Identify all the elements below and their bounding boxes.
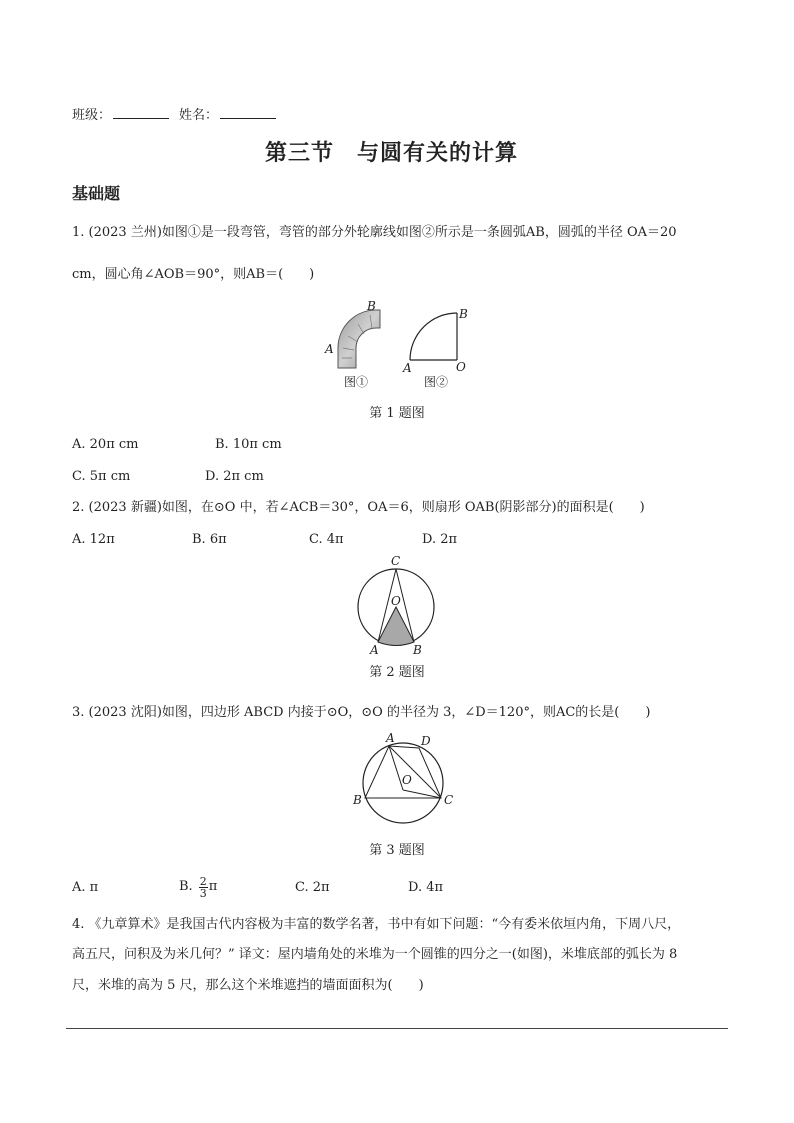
- q3-option-a: A. π: [72, 880, 99, 895]
- q1-option-d: D. 2π cm: [205, 469, 264, 484]
- q1-caption: 第 1 题图: [369, 406, 425, 421]
- q3-option-b: [179, 872, 217, 902]
- q4-text-line3: 尺，米堆的高为 5 尺，那么这个米堆遮挡的墙面面积为( ): [72, 978, 424, 993]
- q1-label-B1: B: [367, 299, 376, 313]
- q2-option-b: B. 6π: [192, 532, 227, 547]
- q1-option-c: C. 5π cm: [72, 469, 131, 484]
- q3-text: 3. (2023 沈阳)如图，四边形 ABCD 内接于⊙O，⊙O 的半径为 3，∠D＝120°，则AC的长是( ): [72, 705, 651, 720]
- q2-caption: 第 2 题图: [369, 665, 425, 680]
- q3-label-O: O: [402, 773, 412, 787]
- q3-option-b-prefix: B.: [179, 879, 193, 894]
- q1-text-line1: 1. (2023 兰州)如图①是一段弯管，弯管的部分外轮廓线如图②所示是一条圆弧AB，圆弧的半径 OA＝20: [72, 225, 677, 240]
- q1-label-A1: A: [325, 342, 334, 356]
- q2-option-c: C. 4π: [309, 532, 344, 547]
- class-blank[interactable]: [113, 106, 169, 119]
- segment-OC: [403, 790, 441, 798]
- arc-AB: [410, 313, 457, 360]
- name-label: 姓名：: [179, 108, 219, 123]
- fraction-numerator: 2: [199, 874, 207, 888]
- q1-label-B2: B: [459, 307, 468, 321]
- q2-figure: [350, 550, 442, 660]
- q2-label-A: A: [370, 643, 379, 657]
- fraction-denominator: 3: [199, 886, 207, 900]
- q3-label-C: C: [444, 793, 454, 807]
- name-blank[interactable]: [220, 106, 276, 119]
- q3-option-d: D. 4π: [408, 880, 444, 895]
- q2-label-O: O: [391, 594, 401, 608]
- q3-caption: 第 3 题图: [369, 843, 425, 858]
- q1-figure: [320, 298, 480, 394]
- q3-option-c: C. 2π: [295, 880, 330, 895]
- pipe-elbow-image: [338, 310, 380, 368]
- q3-option-b-suffix: π: [208, 879, 218, 894]
- q2-label-B: B: [413, 643, 422, 657]
- header-line: [72, 106, 286, 124]
- q3-figure: [348, 728, 458, 832]
- q1-fig-sub1: 图①: [344, 375, 369, 389]
- page-title: 第三节 与圆有关的计算: [265, 141, 519, 166]
- q4-text-line2: 高五尺，问积及为米几何？” 译文：屋内墙角处的米堆为一个圆锥的四分之一(如图)，米堆底部的弧长为 8: [72, 947, 678, 962]
- q1-text-line2: cm，圆心角∠AOB＝90°，则AB＝( ): [72, 267, 315, 282]
- q2-text: 2. (2023 新疆)如图，在⊙O 中，若∠ACB＝30°，OA＝6，则扇形 OAB(阴影部分)的面积是( ): [72, 500, 645, 515]
- q3-option-b-fraction: [199, 876, 208, 899]
- q2-option-a: A. 12π: [72, 532, 115, 547]
- page-footer-rule: [66, 1028, 728, 1029]
- sector-OAB-shaded: [378, 607, 414, 646]
- q1-option-a: A. 20π cm: [72, 437, 139, 452]
- q1-option-b: B. 10π cm: [215, 437, 282, 452]
- q1-label-O2: O: [456, 360, 466, 374]
- q3-label-B: B: [353, 793, 362, 807]
- class-label: 班级：: [72, 108, 112, 123]
- q1-fig-sub2: 图②: [424, 375, 449, 389]
- q3-label-D: D: [421, 734, 431, 748]
- q2-option-d: D. 2π: [422, 532, 458, 547]
- q2-label-C: C: [391, 554, 401, 568]
- q4-text-line1: 4. 《九章算术》是我国古代内容极为丰富的数学名著，书中有如下问题：“今有委米依垣内角，下周八尺，: [72, 917, 681, 932]
- q1-label-A2: A: [403, 361, 412, 375]
- section-heading: 基础题: [72, 184, 121, 203]
- q3-label-A: A: [386, 731, 395, 745]
